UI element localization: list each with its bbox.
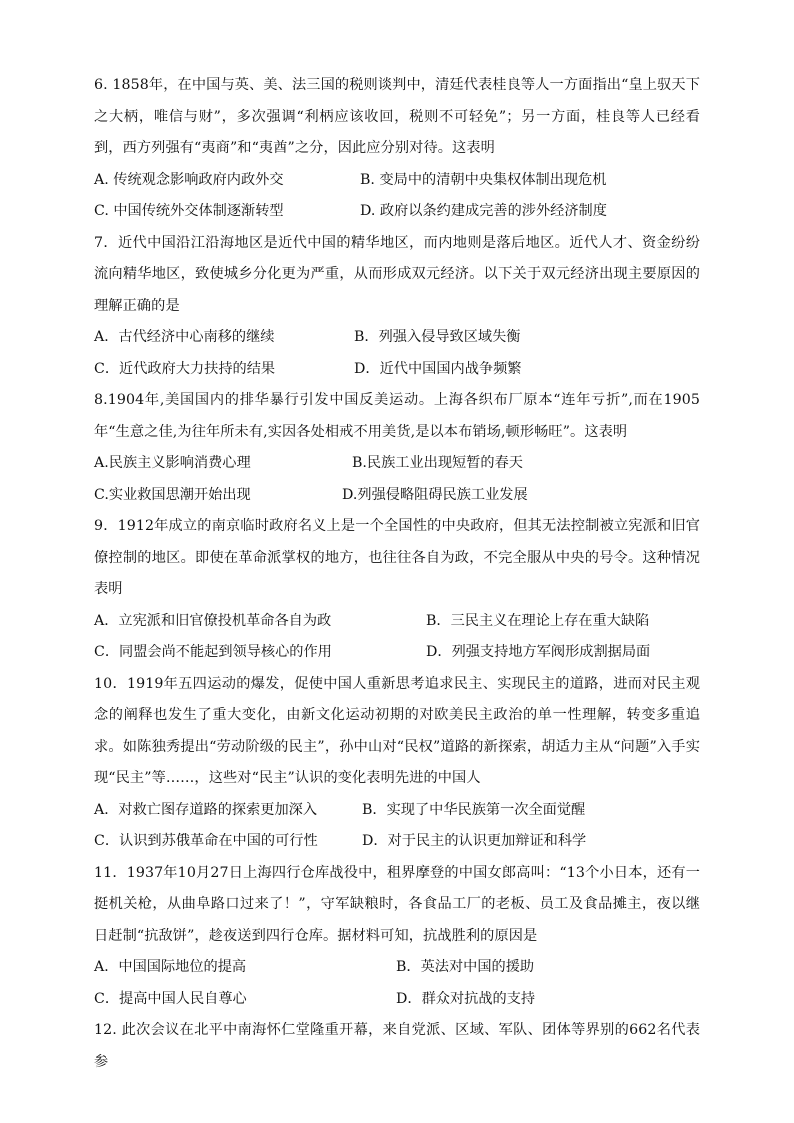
option-b: B．列强入侵导致区域失衡 bbox=[354, 329, 521, 345]
option-d: D．对于民主的认识更加辩证和科学 bbox=[362, 833, 587, 849]
option-b: B．三民主义在理论上存在重大缺陷 bbox=[426, 612, 650, 629]
option-d: D．列强支持地方军阀形成割据局面 bbox=[426, 644, 651, 660]
option-c: C．提高中国人民自尊心 bbox=[94, 990, 247, 1007]
question-9 bbox=[94, 511, 700, 669]
question-stem: 9．1912年成立的南京临时政府名义上是一个全国性的中央政府，但其无法控制被立宪派和旧官僚控制的地区。即使在革命派掌权的地方，也往往各自为政，不完全服从中央的号令。这种情况表明 bbox=[94, 518, 700, 597]
options-row bbox=[94, 952, 700, 984]
option-b: B．英法对中国的援助 bbox=[396, 959, 535, 975]
question-stem: 11．1937年10月27日上海四行仓库战役中，租界摩登的中国女郎高叫：“13个小日本，还有一挺机关枪，从曲阜路口过来了！”，守军缺粮时，各食品工厂的老板、员工及食品摊主，夜以继日赶制“抗敌饼”，趁夜送到四行仓库。据材料可知，抗战胜利的原因是 bbox=[94, 864, 700, 944]
question-stem: 10．1919年五四运动的爆发，促使中国人重新思考追求民主、实现民主的道路，进而对民主观念的阐释也发生了重大变化，由新文化运动初期的对欧美民主政治的单一性理解，转变多重追求。如陈独秀提出“劳动阶级的民主”，孙中山对“民权”道路的新探索，胡适力主从“问题”入手实现“民主”等……，这些对“民主”认识的变化表明先进的中国人 bbox=[94, 675, 700, 786]
question-stem: 7．近代中国沿江沿海地区是近代中国的精华地区，而内地则是落后地区。近代人才、资金纷纷流向精华地区，致使城乡分化更为严重，从而形成双元经济。以下关于双元经济出现主要原因的理解正确的是 bbox=[94, 234, 700, 314]
options-row bbox=[94, 795, 700, 827]
question-10 bbox=[94, 669, 700, 858]
question-11 bbox=[94, 858, 700, 1016]
options-row bbox=[94, 165, 700, 197]
options-row bbox=[94, 448, 700, 480]
option-a: A. 传统观念影响政府内政外交 bbox=[94, 171, 284, 188]
options-row bbox=[94, 984, 700, 1016]
options-row bbox=[94, 354, 700, 386]
options-row bbox=[94, 480, 700, 512]
option-b: B．实现了中华民族第一次全面觉醒 bbox=[362, 801, 586, 818]
option-c: C．同盟会尚不能起到领导核心的作用 bbox=[94, 644, 332, 660]
option-a: A．古代经济中心南移的继续 bbox=[94, 329, 275, 345]
option-c: C. 中国传统外交体制逐渐转型 bbox=[94, 203, 284, 219]
question-stem: 6. 1858年，在中国与英、美、法三国的税则谈判中，清廷代表桂良等人一方面指出“皇上驭天下之大柄，唯信与财”，多次强调“利柄应该收回，税则不可轻免”；另一方面，桂良等人已经看到，西方列强有“夷商”和“夷酋”之分，因此应分别对待。这表明 bbox=[94, 77, 700, 156]
option-b: B. 变局中的清朝中央集权体制出现危机 bbox=[360, 171, 607, 188]
option-d: D．群众对抗战的支持 bbox=[396, 990, 536, 1007]
exam-page bbox=[94, 70, 700, 1078]
question-7 bbox=[94, 228, 700, 386]
question-stem: 12. 此次会议在北平中南海怀仁堂隆重开幕，来自党派、区域、军队、团体等界别的662名代表参 bbox=[94, 1022, 700, 1070]
options-row bbox=[94, 196, 700, 228]
question-8 bbox=[94, 385, 700, 511]
option-d: D. 政府以条约建成完善的涉外经济制度 bbox=[360, 203, 607, 219]
option-a: A．立宪派和旧官僚投机革命各自为政 bbox=[94, 612, 332, 629]
question-12 bbox=[94, 1015, 700, 1078]
options-row bbox=[94, 637, 700, 669]
question-stem: 8.1904年,美国国内的排华暴行引发中国反美运动。上海各织布厂原本“连年亏折”,而在1905年“生意之佳,为往年所未有,实因各处相戒不用美货,是以本布销场,顿形畅旺”。这表明 bbox=[94, 392, 700, 440]
option-d: D.列强侵略阻碍民族工业发展 bbox=[342, 486, 528, 503]
options-row bbox=[94, 826, 700, 858]
question-6 bbox=[94, 70, 700, 228]
options-row bbox=[94, 322, 700, 354]
option-a: A．中国国际地位的提高 bbox=[94, 959, 247, 975]
option-b: B.民族工业出现短暂的春天 bbox=[352, 455, 523, 471]
option-c: C．近代政府大力扶持的结果 bbox=[94, 360, 276, 377]
option-c: C．认识到苏俄革命在中国的可行性 bbox=[94, 833, 318, 849]
option-a: A.民族主义影响消费心理 bbox=[94, 455, 251, 471]
option-a: A．对救亡图存道路的探索更加深入 bbox=[94, 801, 318, 818]
option-d: D．近代中国国内战争频繁 bbox=[354, 360, 522, 377]
options-row bbox=[94, 606, 700, 638]
option-c: C.实业救国思潮开始出现 bbox=[94, 486, 251, 503]
